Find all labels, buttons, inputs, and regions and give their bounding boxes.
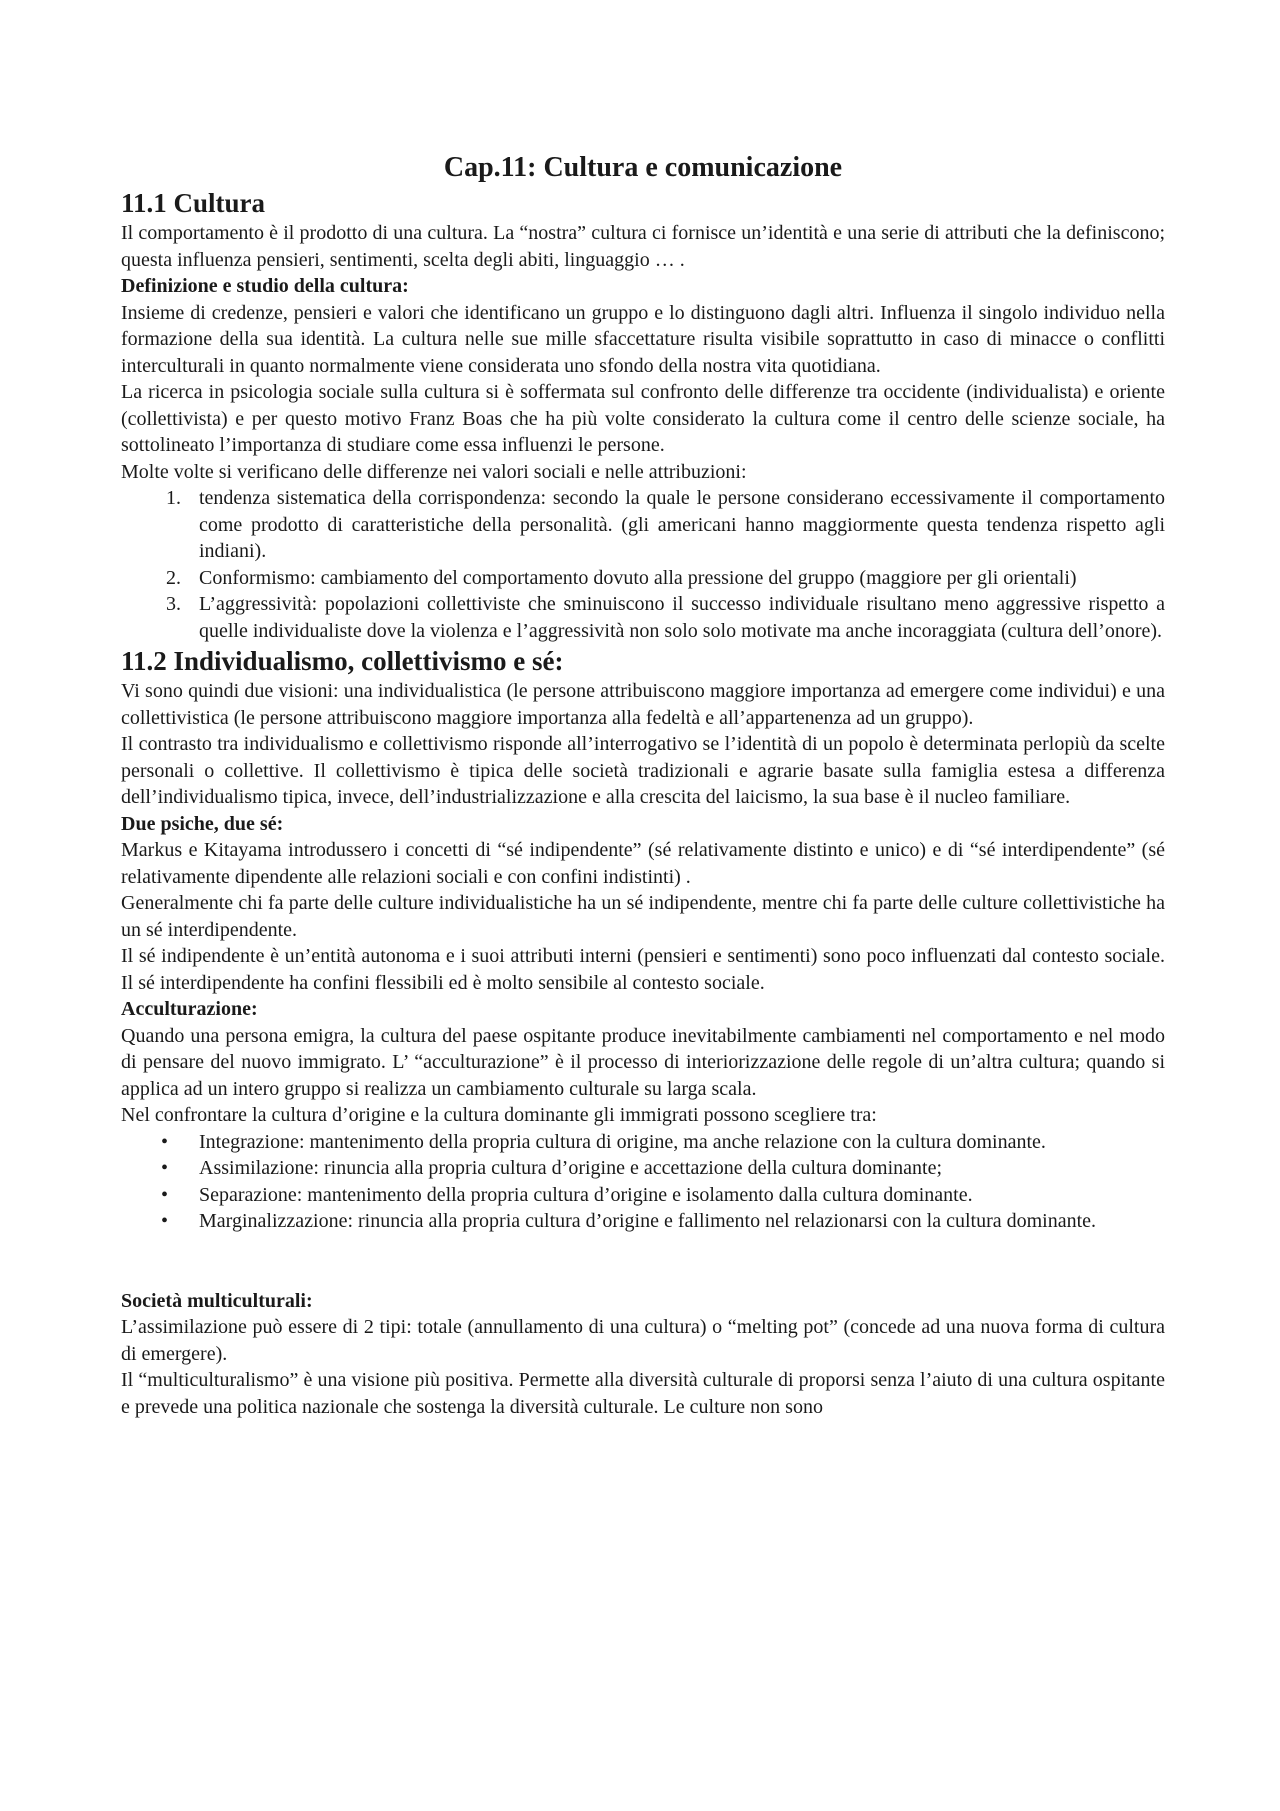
page-title: Cap.11: Cultura e comunicazione — [443, 152, 843, 183]
bullet-list — [121, 1129, 1165, 1235]
list-item — [121, 591, 1165, 644]
paragraph: L’assimilazione può essere di 2 tipi: totale (annullamento di una cultura) o “melting pot” (concede ad una nuova forma di cultura di emergere). — [121, 1316, 1165, 1365]
list-item-text: Separazione: mantenimento della propria cultura d’origine e isolamento dalla cultura dominante. — [199, 1183, 973, 1206]
list-item — [121, 565, 1165, 592]
list-item-text: Marginalizzazione: rinuncia alla propria cultura d’origine e fallimento nel relazionarsi con la cultura dominante. — [199, 1210, 1097, 1232]
list-number: 2. — [166, 566, 181, 589]
bullet-icon: • — [161, 1157, 169, 1179]
paragraph: Quando una persona emigra, la cultura del paese ospitante produce inevitabilmente cambiamenti nel comportamento e nel modo di pensare del nuovo immigrato. L’ “acculturazione” è il processo di interiorizzazione delle regole di un’altra cultura; quando si applica ad un intero gruppo si realizza un cambiamento culturale su larga scala. — [121, 1024, 1165, 1100]
list-item — [121, 1208, 1165, 1235]
paragraph: Generalmente chi fa parte delle culture individualistiche ha un sé indipendente, mentre chi fa parte delle culture collettivistiche ha un sé interdipendente. — [121, 892, 1165, 941]
blank-space — [121, 1235, 1165, 1288]
list-item — [121, 1182, 1165, 1209]
list-item-text: tendenza sistematica della corrispondenza: secondo la quale le persone considerano eccessivamente il comportamento come prodotto di caratteristiche della personalità. (gli americani hanno maggiormente questa tendenza rispetto agli indiani). — [199, 487, 1165, 562]
paragraph: Il contrasto tra individualismo e collettivismo risponde all’interrogativo se l’identità di un popolo è determinata perlopiù da scelte personali o collettive. Il collettivismo è tipica delle società tradizionali e agrarie basate sulla famiglia estesa a differenza dell’individualismo tipica, invece, dell’industrializzazione e alla crescita del laicismo, la sua base è il nucleo familiare. — [121, 733, 1165, 808]
list-number: 3. — [166, 593, 181, 615]
paragraph: La ricerca in psicologia sociale sulla cultura si è soffermata sul confronto delle differenze tra occidente (individualista) e oriente (collettivista) e per questo motivo Franz Boas che ha più volte considerato la cultura come il centro delle scienze sociale, ha sottolineato l’importanza di studiare come essa influenzi le persone. — [121, 381, 1165, 456]
subheading-definizione: Definizione e studio della cultura: — [121, 275, 409, 297]
numbered-list — [121, 485, 1165, 644]
list-item — [121, 1155, 1165, 1182]
paragraph: Insieme di credenze, pensieri e valori che identificano un gruppo e lo distinguono dagli altri. Influenza il singolo individuo nella formazione della sua identità. La cultura nelle sue mille sfaccettature risulta visibile soprattutto in caso di minacce o conflitti interculturali in quanto normalmente viene considerata uno sfondo della nostra vita quotidiana. — [121, 301, 1165, 377]
list-item-text: Assimilazione: rinuncia alla propria cultura d’origine e accettazione della cultura dominante; — [199, 1157, 943, 1179]
subheading-due-psiche: Due psiche, due sé: — [121, 812, 284, 835]
subheading-acculturazione: Acculturazione: — [121, 998, 258, 1020]
bullet-icon: • — [161, 1130, 169, 1153]
bullet-icon: • — [161, 1183, 169, 1206]
bullet-icon: • — [161, 1210, 169, 1232]
paragraph: Nel confrontare la cultura d’origine e la cultura dominante gli immigrati possono scegliere tra: — [121, 1104, 877, 1126]
list-item — [121, 1129, 1165, 1156]
list-number: 1. — [166, 487, 181, 509]
section-heading-cultura: 11.1 Cultura — [121, 188, 266, 218]
list-item-text: Integrazione: mantenimento della propria cultura di origine, ma anche relazione con la cultura dominante. — [199, 1130, 1046, 1153]
paragraph: Il “multiculturalismo” è una visione più positiva. Permette alla diversità culturale di proporsi senza l’aiuto di una cultura ospitante e prevede una politica nazionale che sostenga la diversità culturale. Le culture non sono — [121, 1369, 1165, 1418]
list-item-text: Conformismo: cambiamento del comportamento dovuto alla pressione del gruppo (maggiore per gli orientali) — [199, 566, 1077, 589]
paragraph: Markus e Kitayama introdussero i concetti di “sé indipendente” (sé relativamente distinto e unico) e di “sé interdipendente” (sé relativamente dipendente alle relazioni sociali e con confini indistinti) . — [121, 839, 1165, 888]
paragraph: Il comportamento è il prodotto di una cultura. La “nostra” cultura ci fornisce un’identità e una serie di attributi che la definiscono; questa influenza pensieri, sentimenti, scelta degli abiti, linguaggio … . — [121, 222, 1165, 271]
subheading-societa-multiculturali: Società multiculturali: — [121, 1289, 313, 1312]
paragraph: Molte volte si verificano delle differenze nei valori sociali e nelle attribuzioni: — [121, 460, 747, 483]
list-item-text: L’aggressività: popolazioni collettiviste che sminuiscono il successo individuale risultano meno aggressive rispetto a quelle individualiste dove la violenza e l’aggressività non solo solo motivate ma anche incoraggiata (cultura dell’onore). — [199, 593, 1165, 642]
paragraph: Vi sono quindi due visioni: una individualistica (le persone attribuiscono maggiore importanza ad emergere come individui) e una collettivistica (le persone attribuiscono maggiore importanza alla fedeltà e all’appartenenza ad un gruppo). — [121, 680, 1165, 729]
list-item — [121, 485, 1165, 565]
section-heading-individualismo: 11.2 Individualismo, collettivismo e sé: — [121, 646, 564, 676]
paragraph: Il sé indipendente è un’entità autonoma e i suoi attributi interni (pensieri e sentimenti) sono poco influenzati dal contesto sociale. Il sé interdipendente ha confini flessibili ed è molto sensibile al contesto sociale. — [121, 945, 1165, 994]
page-content — [121, 150, 1165, 1420]
